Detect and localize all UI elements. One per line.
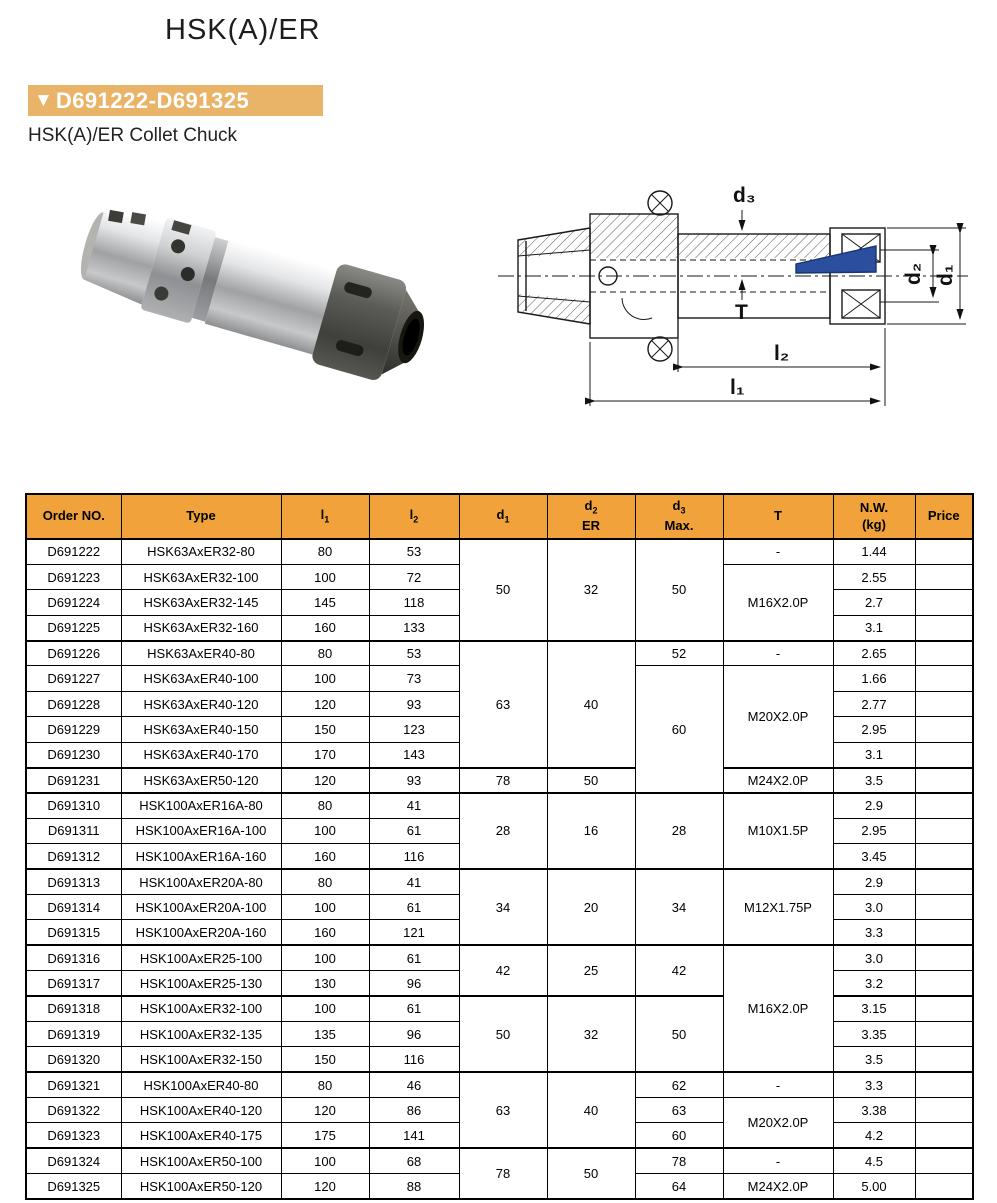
table-cell-nw: 3.1 <box>833 615 915 640</box>
table-cell-l2: 93 <box>369 691 459 716</box>
table-cell-order: D691229 <box>26 717 121 742</box>
table-cell-t: M20X2.0P <box>723 666 833 768</box>
table-cell-order: D691312 <box>26 844 121 869</box>
table-cell-type: HSK63AxER40-150 <box>121 717 281 742</box>
table-cell-l2: 72 <box>369 564 459 589</box>
drawing-label-l2: l₂ <box>774 342 790 365</box>
table-cell-type: HSK100AxER32-100 <box>121 996 281 1021</box>
table-cell-nw: 3.0 <box>833 894 915 919</box>
page-title: HSK(A)/ER <box>165 14 321 46</box>
spec-table-wrap <box>25 493 974 1200</box>
table-cell-price <box>915 793 973 818</box>
table-cell-order: D691310 <box>26 793 121 818</box>
column-header-nw: N.W. (kg) <box>833 494 915 539</box>
table-cell-l1: 80 <box>281 539 369 564</box>
product-subtitle: HSK(A)/ER Collet Chuck <box>28 125 238 146</box>
table-cell-price <box>915 844 973 869</box>
table-cell-type: HSK63AxER32-80 <box>121 539 281 564</box>
table-cell-nw: 3.38 <box>833 1098 915 1123</box>
table-cell-order: D691325 <box>26 1174 121 1199</box>
drawing-label-t: T <box>735 301 748 324</box>
table-cell-d1: 42 <box>459 945 547 996</box>
table-cell-price <box>915 641 973 666</box>
table-cell-l2: 61 <box>369 945 459 970</box>
table-cell-nw: 3.45 <box>833 844 915 869</box>
table-cell-price <box>915 894 973 919</box>
table-cell-type: HSK100AxER16A-100 <box>121 818 281 843</box>
drawing-label-d3: d₃ <box>733 184 756 207</box>
table-cell-type: HSK63AxER32-145 <box>121 590 281 615</box>
table-cell-nw: 3.35 <box>833 1021 915 1046</box>
table-cell-price <box>915 1021 973 1046</box>
table-cell-type: HSK100AxER20A-160 <box>121 920 281 945</box>
spec-table <box>25 493 974 1200</box>
table-cell-d3: 42 <box>635 945 723 996</box>
table-cell-order: D691315 <box>26 920 121 945</box>
table-cell-l2: 73 <box>369 666 459 691</box>
column-header-l2: $l_2$ <box>369 494 459 539</box>
table-row-D691313 <box>26 869 973 894</box>
table-cell-type: HSK63AxER40-120 <box>121 691 281 716</box>
table-cell-d3: 78 <box>635 1148 723 1173</box>
table-cell-price <box>915 1174 973 1199</box>
table-cell-t: M10X1.5P <box>723 793 833 869</box>
table-cell-nw: 3.0 <box>833 945 915 970</box>
table-cell-l1: 100 <box>281 894 369 919</box>
table-cell-nw: 5.00 <box>833 1174 915 1199</box>
table-cell-l1: 120 <box>281 691 369 716</box>
table-row-D691321 <box>26 1072 973 1097</box>
table-cell-t: - <box>723 641 833 666</box>
order-range-text: D691222-D691325 <box>55 87 250 113</box>
table-cell-l1: 175 <box>281 1123 369 1148</box>
table-cell-d1: 78 <box>459 1148 547 1199</box>
table-cell-price <box>915 920 973 945</box>
table-cell-l2: 133 <box>369 615 459 640</box>
table-cell-t: M24X2.0P <box>723 768 833 793</box>
table-cell-l2: 93 <box>369 768 459 793</box>
table-cell-l2: 121 <box>369 920 459 945</box>
table-row-D691316 <box>26 945 973 970</box>
table-cell-nw: 2.95 <box>833 717 915 742</box>
table-cell-order: D691317 <box>26 971 121 996</box>
table-cell-order: D691320 <box>26 1047 121 1072</box>
order-range-banner <box>28 85 323 116</box>
table-cell-order: D691313 <box>26 869 121 894</box>
table-cell-price <box>915 691 973 716</box>
table-cell-type: HSK100AxER20A-80 <box>121 869 281 894</box>
table-cell-d3: 28 <box>635 793 723 869</box>
technical-drawing <box>490 176 997 432</box>
table-cell-l2: 53 <box>369 539 459 564</box>
table-cell-order: D691311 <box>26 818 121 843</box>
table-cell-type: HSK100AxER40-175 <box>121 1123 281 1148</box>
table-cell-type: HSK100AxER20A-100 <box>121 894 281 919</box>
table-cell-type: HSK63AxER40-170 <box>121 742 281 767</box>
table-cell-order: D691318 <box>26 996 121 1021</box>
table-cell-nw: 3.15 <box>833 996 915 1021</box>
table-cell-type: HSK100AxER32-135 <box>121 1021 281 1046</box>
table-cell-order: D691226 <box>26 641 121 666</box>
table-row-D691222 <box>26 539 973 564</box>
table-cell-l2: 116 <box>369 844 459 869</box>
table-cell-l1: 120 <box>281 1098 369 1123</box>
table-cell-l1: 100 <box>281 945 369 970</box>
table-cell-t: - <box>723 1072 833 1097</box>
table-cell-order: D691316 <box>26 945 121 970</box>
table-cell-t: M16X2.0P <box>723 564 833 640</box>
table-cell-l1: 170 <box>281 742 369 767</box>
table-cell-l2: 61 <box>369 894 459 919</box>
table-cell-d3: 64 <box>635 1174 723 1199</box>
drawing-label-d1: d₁ <box>934 264 957 286</box>
column-header-d1: $d_1$ <box>459 494 547 539</box>
table-cell-l2: 143 <box>369 742 459 767</box>
column-header-l1: $l_1$ <box>281 494 369 539</box>
table-cell-d2: 16 <box>547 793 635 869</box>
table-cell-d1: 78 <box>459 768 547 793</box>
table-cell-l1: 150 <box>281 717 369 742</box>
table-cell-nw: 1.44 <box>833 539 915 564</box>
table-row-D691231 <box>26 768 973 793</box>
column-header-type: Type <box>121 494 281 539</box>
table-cell-nw: 4.2 <box>833 1123 915 1148</box>
table-cell-l1: 100 <box>281 996 369 1021</box>
table-cell-order: D691314 <box>26 894 121 919</box>
table-cell-t: M16X2.0P <box>723 945 833 1072</box>
table-cell-t: - <box>723 539 833 564</box>
table-cell-l2: 141 <box>369 1123 459 1148</box>
table-cell-d1: 63 <box>459 641 547 768</box>
drawing-label-d2: d₂ <box>902 262 925 285</box>
table-cell-type: HSK63AxER50-120 <box>121 768 281 793</box>
table-body <box>26 539 973 1199</box>
column-header-order: Order NO. <box>26 494 121 539</box>
table-cell-type: HSK100AxER16A-160 <box>121 844 281 869</box>
product-photo <box>30 168 450 440</box>
table-cell-order: D691322 <box>26 1098 121 1123</box>
table-cell-order: D691223 <box>26 564 121 589</box>
table-cell-l2: 116 <box>369 1047 459 1072</box>
product-photo-image <box>30 168 450 440</box>
table-cell-type: HSK100AxER40-120 <box>121 1098 281 1123</box>
column-header-price: Price <box>915 494 973 539</box>
table-cell-price <box>915 996 973 1021</box>
table-cell-l2: 41 <box>369 869 459 894</box>
drawing-label-l1: l₁ <box>730 376 745 399</box>
table-cell-price <box>915 742 973 767</box>
table-cell-type: HSK63AxER32-100 <box>121 564 281 589</box>
table-cell-l2: 88 <box>369 1174 459 1199</box>
table-cell-type: HSK100AxER40-80 <box>121 1072 281 1097</box>
table-cell-price <box>915 564 973 589</box>
table-cell-d2: 20 <box>547 869 635 945</box>
table-cell-l2: 61 <box>369 818 459 843</box>
table-cell-price <box>915 717 973 742</box>
table-cell-price <box>915 768 973 793</box>
table-cell-order: D691222 <box>26 539 121 564</box>
table-cell-nw: 2.95 <box>833 818 915 843</box>
table-cell-price <box>915 1072 973 1097</box>
table-cell-d3: 50 <box>635 996 723 1072</box>
table-cell-price <box>915 590 973 615</box>
table-cell-l1: 100 <box>281 564 369 589</box>
table-cell-d3: 34 <box>635 869 723 945</box>
table-cell-price <box>915 1148 973 1173</box>
table-cell-l1: 160 <box>281 844 369 869</box>
table-cell-l2: 118 <box>369 590 459 615</box>
table-cell-order: D691227 <box>26 666 121 691</box>
table-cell-price <box>915 971 973 996</box>
table-cell-l2: 123 <box>369 717 459 742</box>
table-cell-order: D691323 <box>26 1123 121 1148</box>
column-header-d2: $d_2$ ER <box>547 494 635 539</box>
table-cell-d3: 63 <box>635 1098 723 1123</box>
table-cell-l1: 80 <box>281 641 369 666</box>
table-cell-t: M24X2.0P <box>723 1174 833 1199</box>
table-cell-type: HSK63AxER40-100 <box>121 666 281 691</box>
table-cell-price <box>915 818 973 843</box>
table-cell-type: HSK100AxER50-100 <box>121 1148 281 1173</box>
table-cell-price <box>915 869 973 894</box>
table-cell-l1: 100 <box>281 818 369 843</box>
table-cell-d1: 28 <box>459 793 547 869</box>
table-cell-l1: 160 <box>281 615 369 640</box>
table-cell-d3: 52 <box>635 641 723 666</box>
table-cell-nw: 3.2 <box>833 971 915 996</box>
table-cell-d1: 63 <box>459 1072 547 1148</box>
table-cell-nw: 2.9 <box>833 793 915 818</box>
table-cell-order: D691324 <box>26 1148 121 1173</box>
column-header-t: T <box>723 494 833 539</box>
table-cell-t: - <box>723 1148 833 1173</box>
table-cell-d2: 40 <box>547 641 635 768</box>
table-cell-type: HSK63AxER40-80 <box>121 641 281 666</box>
table-cell-l2: 68 <box>369 1148 459 1173</box>
table-cell-price <box>915 945 973 970</box>
table-cell-nw: 3.5 <box>833 1047 915 1072</box>
table-cell-d2: 32 <box>547 539 635 641</box>
table-row-D691226 <box>26 641 973 666</box>
table-cell-l2: 61 <box>369 996 459 1021</box>
table-row-D691324 <box>26 1148 973 1173</box>
table-cell-price <box>915 1047 973 1072</box>
table-cell-l1: 100 <box>281 666 369 691</box>
table-cell-l2: 96 <box>369 971 459 996</box>
table-cell-order: D691228 <box>26 691 121 716</box>
table-cell-d2: 32 <box>547 996 635 1072</box>
table-header-row <box>26 494 973 539</box>
table-cell-d3: 60 <box>635 1123 723 1148</box>
table-cell-l2: 53 <box>369 641 459 666</box>
table-cell-d2: 50 <box>547 1148 635 1199</box>
table-cell-d3: 60 <box>635 666 723 793</box>
table-cell-l1: 145 <box>281 590 369 615</box>
table-cell-l1: 150 <box>281 1047 369 1072</box>
table-cell-d2: 25 <box>547 945 635 996</box>
table-cell-l1: 80 <box>281 793 369 818</box>
triangle-down-icon: ▼ <box>34 90 53 111</box>
table-cell-nw: 3.3 <box>833 920 915 945</box>
table-cell-type: HSK100AxER32-150 <box>121 1047 281 1072</box>
table-cell-d1: 50 <box>459 996 547 1072</box>
table-cell-l1: 160 <box>281 920 369 945</box>
table-cell-order: D691225 <box>26 615 121 640</box>
table-cell-nw: 2.55 <box>833 564 915 589</box>
table-cell-type: HSK100AxER25-100 <box>121 945 281 970</box>
table-cell-t: M20X2.0P <box>723 1098 833 1149</box>
table-cell-nw: 2.7 <box>833 590 915 615</box>
table-cell-price <box>915 615 973 640</box>
table-cell-nw: 3.3 <box>833 1072 915 1097</box>
table-cell-order: D691230 <box>26 742 121 767</box>
table-cell-d3: 50 <box>635 539 723 641</box>
table-cell-l2: 86 <box>369 1098 459 1123</box>
table-cell-nw: 2.65 <box>833 641 915 666</box>
table-cell-d2: 40 <box>547 1072 635 1148</box>
table-cell-nw: 3.1 <box>833 742 915 767</box>
table-cell-price <box>915 539 973 564</box>
table-cell-type: HSK63AxER32-160 <box>121 615 281 640</box>
table-cell-l1: 135 <box>281 1021 369 1046</box>
table-cell-l1: 120 <box>281 1174 369 1199</box>
table-cell-d3: 62 <box>635 1072 723 1097</box>
table-cell-nw: 2.9 <box>833 869 915 894</box>
table-cell-t: M12X1.75P <box>723 869 833 945</box>
table-cell-l1: 80 <box>281 1072 369 1097</box>
table-cell-l2: 96 <box>369 1021 459 1046</box>
table-cell-price <box>915 666 973 691</box>
table-cell-nw: 3.5 <box>833 768 915 793</box>
column-header-d3: $d_3$ Max. <box>635 494 723 539</box>
table-cell-nw: 2.77 <box>833 691 915 716</box>
table-cell-nw: 1.66 <box>833 666 915 691</box>
table-cell-l1: 100 <box>281 1148 369 1173</box>
table-cell-order: D691231 <box>26 768 121 793</box>
table-cell-type: HSK100AxER16A-80 <box>121 793 281 818</box>
table-row-D691310 <box>26 793 973 818</box>
table-cell-l1: 120 <box>281 768 369 793</box>
table-cell-type: HSK100AxER50-120 <box>121 1174 281 1199</box>
table-cell-l2: 41 <box>369 793 459 818</box>
table-cell-l1: 80 <box>281 869 369 894</box>
table-cell-l2: 46 <box>369 1072 459 1097</box>
table-cell-d1: 50 <box>459 539 547 641</box>
table-cell-order: D691321 <box>26 1072 121 1097</box>
table-cell-price <box>915 1098 973 1123</box>
table-cell-d2: 50 <box>547 768 635 793</box>
technical-drawing-image <box>490 176 997 432</box>
table-cell-l1: 130 <box>281 971 369 996</box>
table-cell-price <box>915 1123 973 1148</box>
table-cell-order: D691224 <box>26 590 121 615</box>
table-cell-type: HSK100AxER25-130 <box>121 971 281 996</box>
table-cell-d1: 34 <box>459 869 547 945</box>
table-cell-nw: 4.5 <box>833 1148 915 1173</box>
table-cell-order: D691319 <box>26 1021 121 1046</box>
